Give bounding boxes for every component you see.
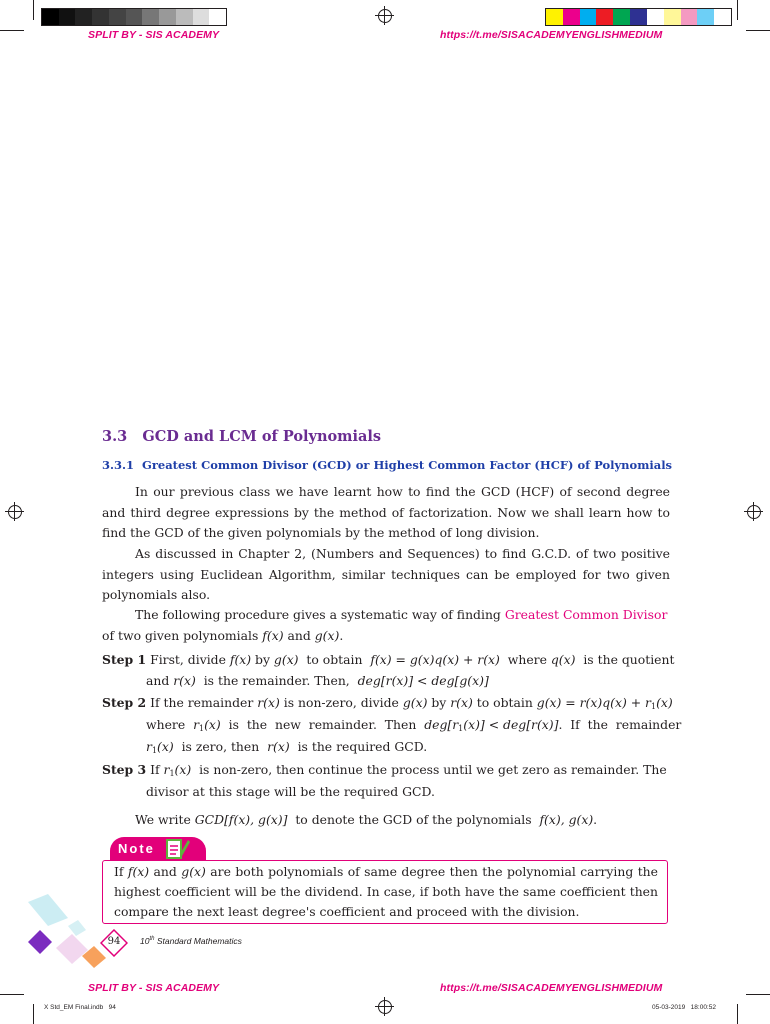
decorative-shapes [20, 890, 110, 970]
color-calibration-bar [545, 8, 732, 26]
step-2: Step 2 If the remainder r(x) is non-zero, divide g(x) by r(x) to obtain $g(x) = r(x)q(x) + r_1(x)$ [102, 695, 673, 711]
footer-datetime: 05-03-2019 18:00:52 [652, 1004, 716, 1011]
paragraph-procedure: The following procedure gives a systematic way of finding Greatest Common Divisor [135, 607, 668, 622]
step-2-line3: $r_1(x)$ is zero, then r(x) is the required GCD. [146, 739, 428, 755]
gcd-highlight: Greatest Common Divisor [504, 607, 668, 622]
step-3: Step 3 If $r_1(x)$ is non-zero, then continue the process until we get zero as remainder. The [102, 762, 667, 778]
grayscale-calibration-bar [41, 8, 227, 26]
section-title: 3.3 GCD and LCM of Polynomials [102, 428, 382, 445]
page-number-badge [100, 929, 128, 957]
crop-mark [0, 30, 24, 31]
registration-mark-icon [8, 505, 22, 519]
paragraph-intro: In our previous class we have learnt how to find the GCD (HCF) of second degree and third degree expressions by the method of factorization. Now we shall learn how to find the GCD of the given polynomials by the method of long division. [102, 484, 670, 541]
footer-left: SPLIT BY - SIS ACADEMY [88, 982, 220, 994]
registration-mark-icon [378, 9, 392, 23]
section-subtitle: 3.3.1 Greatest Common Divisor (GCD) or Highest Common Factor (HCF) of Polynomials [102, 458, 673, 472]
crop-mark [0, 994, 24, 995]
header-left: SPLIT BY - SIS ACADEMY [88, 29, 220, 41]
note-label: Note [118, 841, 155, 856]
footer-filename: X Std_EM Final.indb 94 [44, 1004, 116, 1011]
note-text: If f(x) and g(x) are both polynomials of same degree then the polynomial carrying the highest coefficient will be the dividend. In case, if both have the same coefficient then compare the next least degree's coefficient and proceed with the division. [114, 864, 658, 919]
header-link[interactable]: https://t.me/SISACADEMYENGLISHMEDIUM [440, 29, 663, 41]
footer-link[interactable]: https://t.me/SISACADEMYENGLISHMEDIUM [440, 982, 663, 994]
crop-mark [33, 0, 34, 20]
step-1: Step 1 First, divide f(x) by g(x) to obtain f(x) = g(x)q(x) + r(x) where q(x) is the quotient [102, 652, 675, 667]
crop-mark [746, 994, 770, 995]
crop-mark [737, 0, 738, 20]
crop-mark [33, 1004, 34, 1024]
book-title: 10th Standard Mathematics [140, 936, 242, 946]
gcd-notation: We write GCD[f(x), g(x)] to denote the GCD of the polynomials f(x), g(x). [135, 812, 598, 827]
step-2-line2: where $r_1(x)$ is the new remainder. Then $deg[r_1(x)] < deg[r(x)]$. If the remainder [146, 717, 682, 733]
step-1-line2: and r(x) is the remainder. Then, deg[r(x)] < deg[g(x)] [146, 673, 489, 688]
step-3-line2: divisor at this stage will be the required GCD. [146, 784, 435, 799]
registration-mark-icon [747, 505, 761, 519]
note-pencil-icon [164, 836, 190, 862]
paragraph-procedure-line2: of two given polynomials f(x) and g(x). [102, 628, 344, 643]
page-number: 94 [107, 936, 121, 947]
paragraph-euclid: As discussed in Chapter 2, (Numbers and Sequences) to find G.C.D. of two positive integers using Euclidean Algorithm, similar techniques can be employed for two given polynomials also. [102, 546, 670, 603]
crop-mark [737, 1004, 738, 1024]
registration-mark-icon [378, 1000, 392, 1014]
crop-mark [746, 30, 770, 31]
